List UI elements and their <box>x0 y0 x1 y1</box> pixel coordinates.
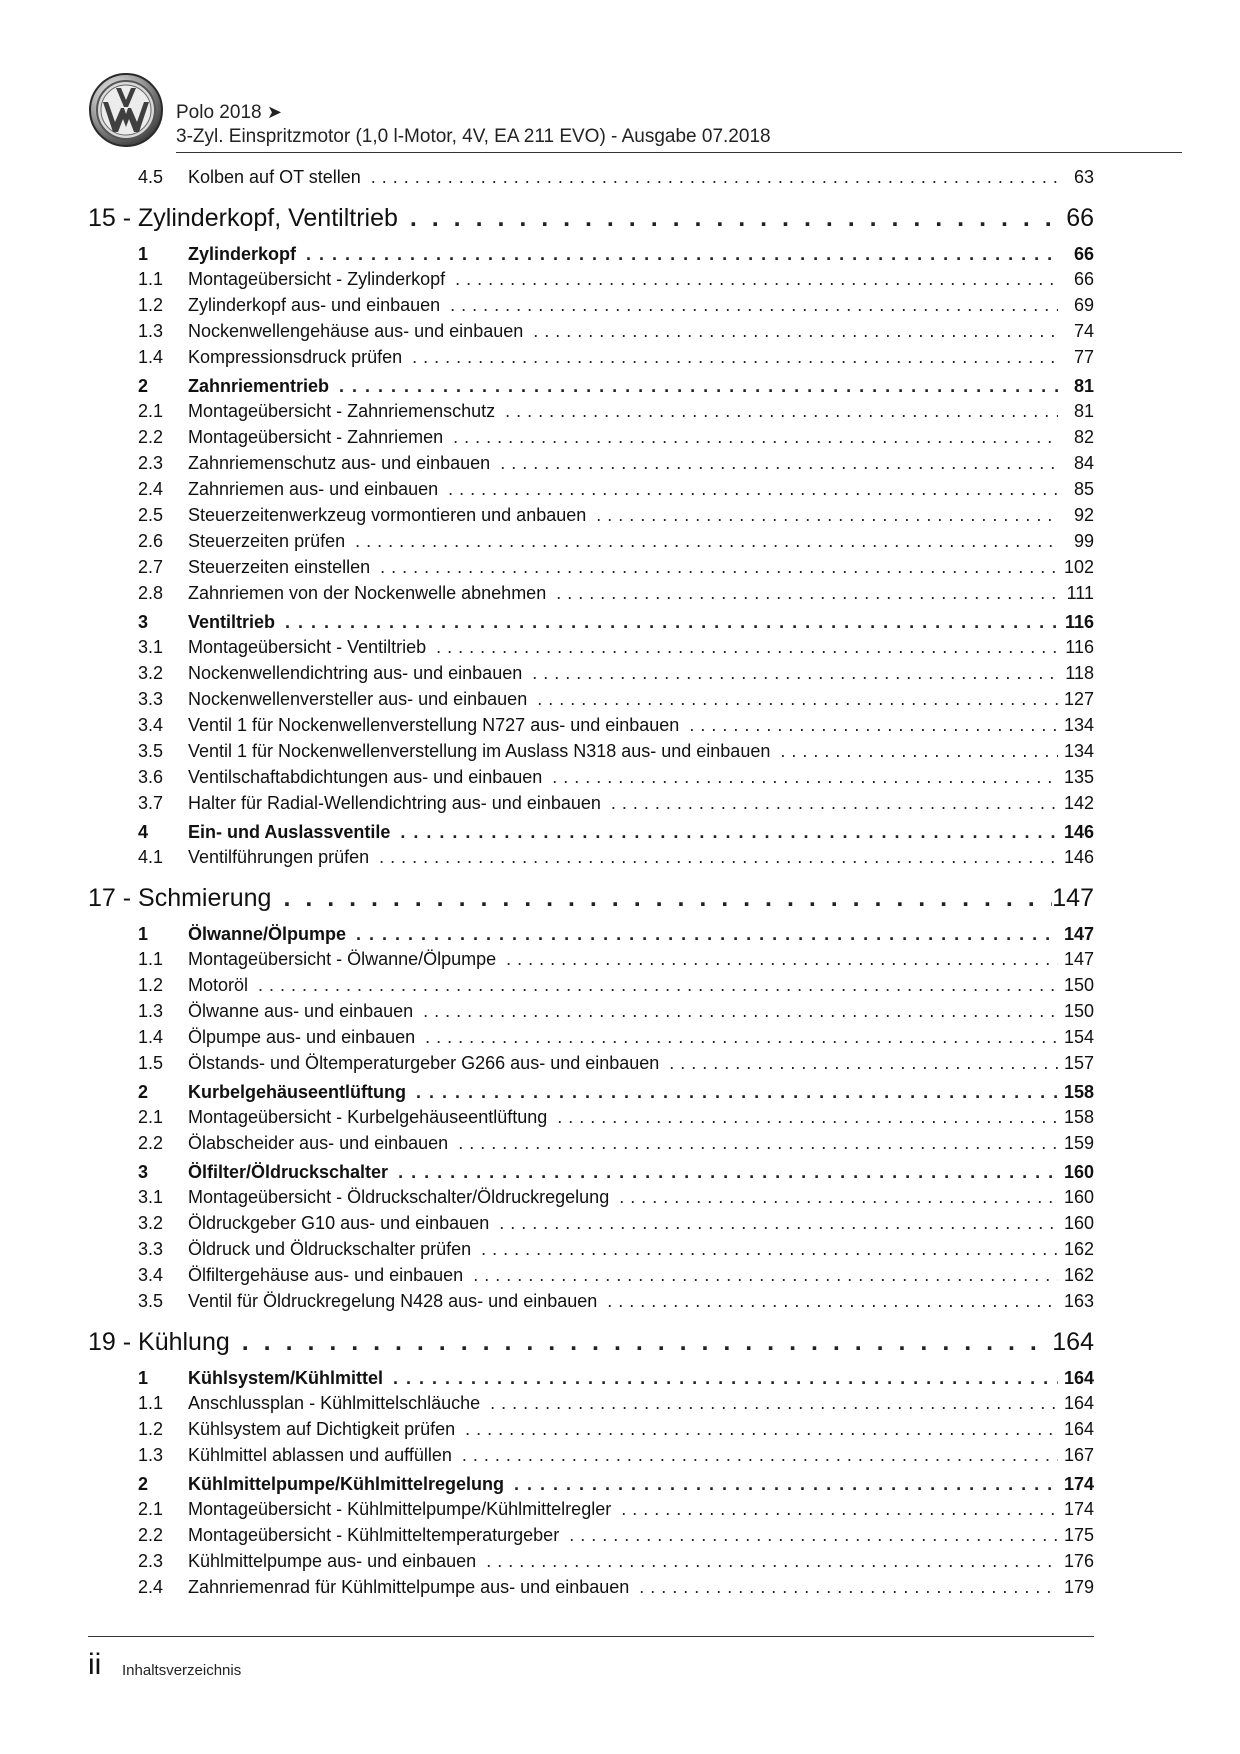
toc-title: Kurbelgehäuseentlüftung <box>188 1082 407 1102</box>
toc-number: 2.1 <box>138 401 164 421</box>
toc-title: Montageübersicht - Ventiltrieb <box>188 637 427 657</box>
header-model-text: Polo 2018 <box>176 102 262 123</box>
toc-number: 2 <box>138 376 149 396</box>
toc-page-number: 176 <box>1063 1551 1094 1571</box>
toc-leader-dots <box>505 398 1058 424</box>
toc-section[interactable] <box>88 820 1094 844</box>
toc-entry[interactable] <box>88 1236 1094 1262</box>
toc-leader-dots <box>448 476 1058 502</box>
toc-title: Ventil 1 für Nockenwellenverstellung im Auslass N318 aus- und einbauen <box>188 741 771 761</box>
footer-page-number: ii <box>88 1648 102 1681</box>
toc-number: 2.7 <box>138 557 164 577</box>
toc-entry[interactable] <box>88 712 1094 738</box>
toc-title: 17 - Schmierung <box>88 884 272 912</box>
toc-title: Zahnriementrieb <box>188 376 330 396</box>
toc-leader-dots <box>621 1496 1058 1522</box>
toc-leader-dots <box>285 610 1058 634</box>
toc-entry[interactable] <box>88 1390 1094 1416</box>
toc-entry[interactable] <box>88 1024 1094 1050</box>
toc-title: Nockenwellendichtring aus- und einbauen <box>188 663 523 683</box>
toc-leader-dots <box>499 1210 1058 1236</box>
toc-page-number: 175 <box>1063 1525 1094 1545</box>
toc-title: Kompressionsdruck prüfen <box>188 347 403 367</box>
toc-title: Steuerzeitenwerkzeug vormontieren und anbauen <box>188 505 587 525</box>
toc-leader-dots <box>410 198 1054 238</box>
toc-title: Montageübersicht - Kühlmitteltemperaturgeber <box>188 1525 560 1545</box>
toc-entry[interactable] <box>88 660 1094 686</box>
toc-leader-dots <box>258 972 1058 998</box>
toc-number: 3.6 <box>138 767 164 787</box>
toc-number: 3.5 <box>138 741 164 761</box>
toc-title: Nockenwellengehäuse aus- und einbauen <box>188 321 524 341</box>
toc-chapter[interactable] <box>88 878 1094 918</box>
toc-number: 3.1 <box>138 1187 164 1207</box>
toc-leader-dots <box>379 844 1058 870</box>
toc-number: 3.7 <box>138 793 164 813</box>
vw-logo-icon <box>88 72 164 148</box>
toc-leader-dots <box>532 660 1058 686</box>
toc-title: Zahnriemenschutz aus- und einbauen <box>188 453 491 473</box>
toc-number: 1 <box>138 924 149 944</box>
toc-title: Montageübersicht - Kurbelgehäuseentlüftung <box>188 1107 548 1127</box>
toc-number: 4.5 <box>138 167 164 187</box>
toc-entry[interactable] <box>88 790 1094 816</box>
toc-page-number: 164 <box>1063 1368 1094 1388</box>
toc-entry[interactable] <box>88 634 1094 660</box>
toc-leader-dots <box>339 374 1058 398</box>
toc-page-number: 158 <box>1063 1082 1094 1102</box>
toc-title: Ventil 1 für Nockenwellenverstellung N727 aus- und einbauen <box>188 715 680 735</box>
toc-entry[interactable] <box>88 1496 1094 1522</box>
toc-entry[interactable] <box>88 424 1094 450</box>
toc-page-number: 150 <box>1063 975 1094 995</box>
toc-title: Ölfiltergehäuse aus- und einbauen <box>188 1265 464 1285</box>
toc-section[interactable] <box>88 242 1094 266</box>
toc-page-number: 179 <box>1063 1577 1094 1597</box>
toc-leader-dots <box>380 554 1058 580</box>
toc-title: Ölfilter/Öldruckschalter <box>188 1162 389 1182</box>
toc-leader-dots <box>355 528 1058 554</box>
toc-entry[interactable] <box>88 764 1094 790</box>
header-subtitle: 3-Zyl. Einspritzmotor (1,0 l-Motor, 4V, EA 211 EVO) - Ausgabe 07.2018 <box>176 126 771 147</box>
toc-number: 4.1 <box>138 847 164 867</box>
toc-title: Ölstands- und Öltemperaturgeber G266 aus- und einbauen <box>188 1053 660 1073</box>
toc-leader-dots <box>473 1262 1058 1288</box>
toc-title: Kolben auf OT stellen <box>188 167 361 187</box>
toc-entry[interactable] <box>88 266 1094 292</box>
toc-number: 3.2 <box>138 1213 164 1233</box>
toc-entry[interactable] <box>88 1130 1094 1156</box>
toc-leader-dots <box>607 1288 1058 1314</box>
toc-leader-dots <box>455 266 1058 292</box>
toc-page-number: 99 <box>1073 531 1094 551</box>
toc-number: 2.3 <box>138 1551 164 1571</box>
toc-number: 1.1 <box>138 1393 164 1413</box>
toc-entry[interactable] <box>88 1262 1094 1288</box>
toc-section[interactable] <box>88 922 1094 946</box>
toc-entry[interactable] <box>88 1288 1094 1314</box>
toc-number: 1.3 <box>138 1001 164 1021</box>
toc-entry[interactable] <box>88 1548 1094 1574</box>
toc-number: 1.3 <box>138 321 164 341</box>
toc-leader-dots <box>453 424 1058 450</box>
toc-title: Motoröl <box>188 975 249 995</box>
toc-entry[interactable] <box>88 1210 1094 1236</box>
toc-title: Zahnriemen von der Nockenwelle abnehmen <box>188 583 547 603</box>
toc-entry[interactable] <box>88 292 1094 318</box>
toc-page-number: 157 <box>1063 1053 1094 1073</box>
toc-page-number: 77 <box>1073 347 1094 367</box>
toc-page-number: 127 <box>1063 689 1094 709</box>
footer-divider <box>88 1636 1094 1637</box>
toc-title: Montageübersicht - Zahnriemen <box>188 427 444 447</box>
toc-page-number: 162 <box>1063 1265 1094 1285</box>
toc-page-number: 69 <box>1073 295 1094 315</box>
toc-number: 1.2 <box>138 975 164 995</box>
toc-entry[interactable] <box>88 344 1094 370</box>
toc-page-number: 154 <box>1063 1027 1094 1047</box>
page-header <box>88 72 1088 152</box>
toc-entry[interactable] <box>88 844 1094 870</box>
toc-leader-dots <box>552 764 1058 790</box>
toc-page-number: 160 <box>1063 1187 1094 1207</box>
toc-entry[interactable] <box>88 1416 1094 1442</box>
toc-leader-dots <box>416 1080 1058 1104</box>
toc-page-number: 164 <box>1063 1419 1094 1439</box>
toc-entry[interactable] <box>88 998 1094 1024</box>
toc-title: Ölwanne aus- und einbauen <box>188 1001 414 1021</box>
toc-leader-dots <box>412 344 1058 370</box>
toc-entry[interactable] <box>88 1104 1094 1130</box>
toc-entry[interactable] <box>88 686 1094 712</box>
toc-title: Zahnriemen aus- und einbauen <box>188 479 439 499</box>
toc-entry[interactable] <box>88 580 1094 606</box>
toc-entry[interactable] <box>88 164 1094 190</box>
footer-label: Inhaltsverzeichnis <box>122 1662 242 1679</box>
toc-leader-dots <box>669 1050 1058 1076</box>
toc-page-number: 63 <box>1073 167 1094 187</box>
toc-leader-dots <box>569 1522 1058 1548</box>
toc-entry[interactable] <box>88 946 1094 972</box>
toc-page-number: 135 <box>1063 767 1094 787</box>
toc-number: 3.1 <box>138 637 164 657</box>
toc-entry[interactable] <box>88 1574 1094 1600</box>
toc-title: Kühlsystem/Kühlmittel <box>188 1368 384 1388</box>
toc-page-number: 159 <box>1063 1133 1094 1153</box>
toc-leader-dots <box>398 1160 1058 1184</box>
toc-page-number: 82 <box>1073 427 1094 447</box>
toc-leader-dots <box>596 502 1058 528</box>
toc-page-number: 102 <box>1063 557 1094 577</box>
toc-number: 2.3 <box>138 453 164 473</box>
toc-number: 1.4 <box>138 347 164 367</box>
toc-title: Kühlsystem auf Dichtigkeit prüfen <box>188 1419 456 1439</box>
toc-leader-dots <box>619 1184 1058 1210</box>
header-divider <box>176 152 1182 153</box>
toc-page-number: 74 <box>1073 321 1094 341</box>
toc-title: Kühlmittelpumpe/Kühlmittelregelung <box>188 1474 505 1494</box>
toc-page-number: 81 <box>1073 376 1094 396</box>
toc-leader-dots <box>506 946 1058 972</box>
toc-title: Montageübersicht - Kühlmittelpumpe/Kühlmittelregler <box>188 1499 612 1519</box>
toc-page-number: 92 <box>1073 505 1094 525</box>
toc-number: 2.1 <box>138 1107 164 1127</box>
toc-number: 2 <box>138 1082 149 1102</box>
toc-title: Halter für Radial-Wellendichtring aus- und einbauen <box>188 793 601 813</box>
toc-page-number: 163 <box>1063 1291 1094 1311</box>
toc-number: 3.5 <box>138 1291 164 1311</box>
toc-page-number: 147 <box>1063 924 1094 944</box>
toc-title: Montageübersicht - Ölwanne/Ölpumpe <box>188 949 497 969</box>
toc-title: Montageübersicht - Zahnriemenschutz <box>188 401 496 421</box>
toc-leader-dots <box>393 1366 1058 1390</box>
table-of-contents <box>88 164 1094 1600</box>
toc-number: 1.1 <box>138 949 164 969</box>
toc-title: Anschlussplan - Kühlmittelschläuche <box>188 1393 481 1413</box>
toc-entry[interactable] <box>88 502 1094 528</box>
toc-page-number: 66 <box>1066 204 1094 232</box>
toc-number: 1.2 <box>138 295 164 315</box>
toc-section[interactable] <box>88 1080 1094 1104</box>
toc-page-number: 85 <box>1073 479 1094 499</box>
toc-leader-dots <box>400 820 1058 844</box>
toc-page-number: 164 <box>1052 1328 1094 1356</box>
toc-number: 2.1 <box>138 1499 164 1519</box>
toc-page-number: 81 <box>1073 401 1094 421</box>
toc-title: Zylinderkopf aus- und einbauen <box>188 295 441 315</box>
toc-page-number: 116 <box>1064 612 1094 632</box>
toc-entry[interactable] <box>88 972 1094 998</box>
toc-number: 2.6 <box>138 531 164 551</box>
toc-leader-dots <box>556 580 1058 606</box>
toc-number: 3 <box>138 1162 149 1182</box>
toc-page-number: 158 <box>1063 1107 1094 1127</box>
toc-leader-dots <box>465 1416 1058 1442</box>
toc-page-number: 146 <box>1063 822 1094 842</box>
toc-title: Ventilschaftabdichtungen aus- und einbauen <box>188 767 543 787</box>
toc-number: 3.2 <box>138 663 164 683</box>
toc-number: 2.4 <box>138 1577 164 1597</box>
toc-number: 1 <box>138 244 149 264</box>
toc-page-number: 147 <box>1052 884 1094 912</box>
toc-entry[interactable] <box>88 738 1094 764</box>
toc-leader-dots <box>458 1130 1058 1156</box>
toc-title: Nockenwellenversteller aus- und einbauen <box>188 689 528 709</box>
toc-chapter[interactable] <box>88 1322 1094 1362</box>
toc-page-number: 150 <box>1063 1001 1094 1021</box>
toc-number: 2.2 <box>138 427 164 447</box>
toc-page-number: 111 <box>1066 583 1094 603</box>
toc-page-number: 84 <box>1073 453 1094 473</box>
toc-leader-dots <box>425 1024 1058 1050</box>
toc-title: Kühlmittel ablassen und auffüllen <box>188 1445 452 1465</box>
toc-number: 1.1 <box>138 269 164 289</box>
toc-title: Montageübersicht - Öldruckschalter/Öldruckregelung <box>188 1187 610 1207</box>
toc-leader-dots <box>423 998 1058 1024</box>
toc-leader-dots <box>462 1442 1058 1468</box>
toc-title: Ölabscheider aus- und einbauen <box>188 1133 449 1153</box>
toc-page-number: 146 <box>1063 847 1094 867</box>
toc-chapter[interactable] <box>88 198 1094 238</box>
toc-number: 2.2 <box>138 1525 164 1545</box>
toc-leader-dots <box>780 738 1058 764</box>
toc-number: 2.5 <box>138 505 164 525</box>
toc-leader-dots <box>533 318 1058 344</box>
toc-title: 19 - Kühlung <box>88 1328 230 1356</box>
toc-number: 4 <box>138 822 149 842</box>
toc-entry[interactable] <box>88 1184 1094 1210</box>
toc-page-number: 160 <box>1063 1213 1094 1233</box>
toc-leader-dots <box>537 686 1058 712</box>
toc-leader-dots <box>371 164 1058 190</box>
toc-entry[interactable] <box>88 554 1094 580</box>
toc-title: Ventilführungen prüfen <box>188 847 370 867</box>
toc-number: 1.4 <box>138 1027 164 1047</box>
toc-leader-dots <box>450 292 1058 318</box>
toc-title: Öldruckgeber G10 aus- und einbauen <box>188 1213 490 1233</box>
toc-number: 3.3 <box>138 689 164 709</box>
toc-leader-dots <box>689 712 1058 738</box>
toc-number: 2 <box>138 1474 149 1494</box>
toc-page-number: 164 <box>1063 1393 1094 1413</box>
toc-title: Ventiltrieb <box>188 612 276 632</box>
toc-title: Steuerzeiten einstellen <box>188 557 371 577</box>
toc-title: Öldruck und Öldruckschalter prüfen <box>188 1239 472 1259</box>
toc-leader-dots <box>242 1322 1053 1362</box>
toc-page-number: 66 <box>1073 269 1094 289</box>
toc-page-number: 134 <box>1063 741 1094 761</box>
toc-title: Zahnriemenrad für Kühlmittelpumpe aus- und einbauen <box>188 1577 630 1597</box>
toc-entry[interactable] <box>88 398 1094 424</box>
toc-leader-dots <box>306 242 1058 266</box>
toc-section[interactable] <box>88 1366 1094 1390</box>
toc-number: 1.2 <box>138 1419 164 1439</box>
toc-leader-dots <box>283 878 1052 918</box>
toc-page-number: 147 <box>1063 949 1094 969</box>
toc-title: Ölwanne/Ölpumpe <box>188 924 347 944</box>
toc-leader-dots <box>481 1236 1058 1262</box>
toc-page-number: 134 <box>1063 715 1094 735</box>
toc-entry[interactable] <box>88 450 1094 476</box>
toc-leader-dots <box>500 450 1058 476</box>
toc-title: Montageübersicht - Zylinderkopf <box>188 269 446 289</box>
toc-title: Zylinderkopf <box>188 244 297 264</box>
toc-leader-dots <box>611 790 1058 816</box>
toc-page-number: 174 <box>1063 1474 1094 1494</box>
toc-number: 3.4 <box>138 1265 164 1285</box>
toc-page-number: 142 <box>1063 793 1094 813</box>
toc-leader-dots <box>639 1574 1058 1600</box>
toc-entry[interactable] <box>88 476 1094 502</box>
toc-number: 2.8 <box>138 583 164 603</box>
toc-page-number: 162 <box>1063 1239 1094 1259</box>
toc-leader-dots <box>557 1104 1058 1130</box>
toc-leader-dots <box>514 1472 1058 1496</box>
toc-section[interactable] <box>88 374 1094 398</box>
toc-title: Ein- und Auslassventile <box>188 822 391 842</box>
toc-page-number: 174 <box>1063 1499 1094 1519</box>
toc-section[interactable] <box>88 610 1094 634</box>
toc-number: 1.3 <box>138 1445 164 1465</box>
toc-entry[interactable] <box>88 1522 1094 1548</box>
header-model <box>176 102 282 124</box>
toc-number: 3 <box>138 612 149 632</box>
toc-entry[interactable] <box>88 1442 1094 1468</box>
toc-title: Ölpumpe aus- und einbauen <box>188 1027 416 1047</box>
toc-leader-dots <box>490 1390 1058 1416</box>
toc-number: 1.5 <box>138 1053 164 1073</box>
arrow-right-icon: ➤ <box>266 102 282 122</box>
toc-entry[interactable] <box>88 318 1094 344</box>
toc-title: Ventil für Öldruckregelung N428 aus- und einbauen <box>188 1291 598 1311</box>
toc-number: 3.4 <box>138 715 164 735</box>
toc-title: Steuerzeiten prüfen <box>188 531 346 551</box>
toc-title: 15 - Zylinderkopf, Ventiltrieb <box>88 204 398 232</box>
toc-leader-dots <box>356 922 1058 946</box>
toc-title: Kühlmittelpumpe aus- und einbauen <box>188 1551 477 1571</box>
toc-page-number: 160 <box>1063 1162 1094 1182</box>
toc-section[interactable] <box>88 1160 1094 1184</box>
toc-page-number: 167 <box>1063 1445 1094 1465</box>
toc-number: 2.4 <box>138 479 164 499</box>
toc-page-number: 118 <box>1065 663 1094 683</box>
toc-page-number: 66 <box>1073 244 1094 264</box>
toc-leader-dots <box>436 634 1058 660</box>
toc-number: 2.2 <box>138 1133 164 1153</box>
toc-section[interactable] <box>88 1472 1094 1496</box>
toc-number: 3.3 <box>138 1239 164 1259</box>
toc-leader-dots <box>486 1548 1058 1574</box>
toc-entry[interactable] <box>88 528 1094 554</box>
toc-page-number: 116 <box>1065 637 1094 657</box>
toc-entry[interactable] <box>88 1050 1094 1076</box>
toc-number: 1 <box>138 1368 149 1388</box>
